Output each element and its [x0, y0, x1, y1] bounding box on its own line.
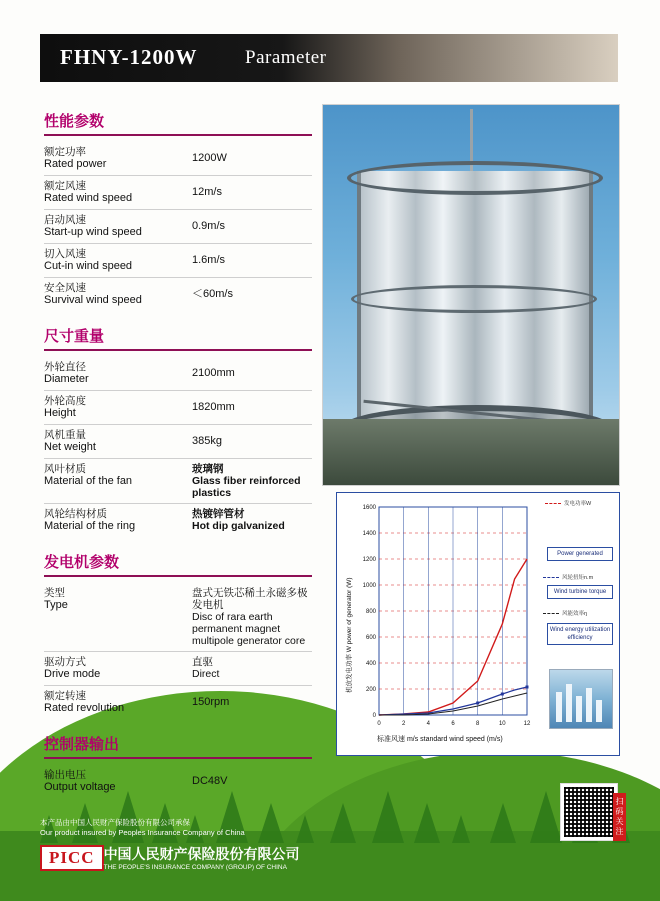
spec-label-en: Rated wind speed — [44, 192, 133, 204]
spec-value-cn: 玻璃钢 — [192, 463, 224, 475]
picc-name-en: THE PEOPLE'S INSURANCE COMPANY (GROUP) OF CHINA — [103, 864, 287, 871]
spec-row — [44, 504, 312, 537]
spec-label-en: Net weight — [44, 441, 96, 453]
spec-label-cn: 额定功率 — [44, 146, 86, 158]
chart-note-efficiency: Wind energy utilization efficiency — [547, 623, 613, 645]
spec-value-cn: 直驱 — [192, 656, 213, 668]
spec-label-en: Cut-in wind speed — [44, 260, 133, 272]
spec-row — [44, 142, 312, 176]
title-bar — [40, 34, 618, 82]
spec-label-cn: 启动风速 — [44, 214, 86, 226]
legend-label: 风能效率ŋ — [562, 611, 588, 617]
legend-item-power — [545, 499, 615, 507]
section-title: 性能参数 — [44, 113, 105, 130]
section-divider — [44, 575, 312, 577]
legend-item-torque — [543, 573, 613, 581]
spec-value-cn: 盘式无铁芯稀土永磁多极发电机 — [192, 587, 308, 611]
picc-mark: PICC — [40, 845, 104, 871]
spec-row — [44, 391, 312, 425]
spec-row — [44, 765, 312, 798]
svg-text:2: 2 — [402, 721, 406, 727]
svg-text:4: 4 — [426, 721, 430, 727]
spec-row — [44, 357, 312, 391]
performance-chart — [336, 492, 620, 756]
picc-name-cn: 中国人民财产保险股份有限公司 — [103, 846, 300, 862]
spec-label-en: Survival wind speed — [44, 294, 142, 306]
spec-value: 150rpm — [192, 696, 230, 708]
spec-label-cn: 风轮结构材质 — [44, 508, 107, 520]
section-performance — [44, 110, 312, 311]
spec-label-cn: 风叶材质 — [44, 463, 86, 475]
insurance-note-en: Our product insured by Peoples Insurance Company of China — [40, 828, 245, 837]
spec-label-cn: 安全风速 — [44, 282, 86, 294]
specification-list — [44, 108, 312, 798]
section-generator — [44, 551, 312, 719]
svg-text:1200: 1200 — [362, 557, 376, 563]
svg-text:800: 800 — [365, 609, 376, 615]
spec-label-en: Rated revolution — [44, 702, 125, 714]
svg-text:10: 10 — [498, 721, 506, 727]
spec-label-en: Start-up wind speed — [44, 226, 142, 238]
spec-label-cn: 风机重量 — [44, 429, 86, 441]
picc-logo — [40, 844, 620, 871]
svg-text:12: 12 — [523, 721, 531, 727]
section-divider — [44, 134, 312, 136]
insurance-note-cn: 本产品由中国人民财产保险股份有限公司承保 — [40, 818, 190, 827]
spec-label-en: Material of the fan — [44, 475, 133, 487]
svg-text:600: 600 — [365, 635, 376, 641]
section-controller — [44, 733, 312, 798]
svg-text:6: 6 — [451, 721, 455, 727]
spec-label-cn: 外轮高度 — [44, 395, 86, 407]
spec-label-en: Output voltage — [44, 781, 116, 793]
spec-value: 0.9m/s — [192, 220, 226, 232]
spec-label-en: Type — [44, 599, 68, 611]
svg-text:1600: 1600 — [362, 505, 376, 511]
spec-value: 12m/s — [192, 186, 222, 198]
legend-item-efficiency — [543, 609, 613, 617]
spec-value-en: Direct — [192, 668, 220, 680]
spec-value: 1200W — [192, 152, 227, 164]
spec-row — [44, 583, 312, 652]
spec-row — [44, 278, 312, 311]
section-title: 控制器输出 — [44, 736, 120, 753]
footer — [40, 818, 620, 871]
spec-value-en: Hot dip galvanized — [192, 520, 285, 532]
spec-row — [44, 459, 312, 504]
spec-value: 385kg — [192, 435, 222, 447]
spec-label-cn: 类型 — [44, 587, 65, 599]
spec-row — [44, 210, 312, 244]
legend-label: 风轮扭矩n.m — [562, 575, 594, 581]
chart-note-power: Power generated — [547, 547, 613, 561]
inset-photo — [549, 669, 613, 729]
spec-label-en: Drive mode — [44, 668, 101, 680]
spec-value: ＜60m/s — [192, 288, 233, 300]
section-divider — [44, 757, 312, 759]
spec-label-en: Diameter — [44, 373, 89, 385]
section-divider — [44, 349, 312, 351]
spec-label-cn: 输出电压 — [44, 769, 86, 781]
spec-row — [44, 425, 312, 459]
chart-legend — [545, 499, 615, 510]
qr-side-tag: 扫码关注 — [613, 793, 626, 841]
svg-text:0: 0 — [372, 713, 376, 719]
section-dimensions — [44, 325, 312, 537]
product-model: FHNY-1200W — [60, 45, 198, 69]
spec-value: 1.6m/s — [192, 254, 226, 266]
legend-label: 发电功率W — [564, 501, 592, 507]
svg-text:200: 200 — [365, 687, 376, 693]
parameter-label: Parameter — [245, 47, 327, 68]
section-title: 尺寸重量 — [44, 328, 105, 345]
spec-row — [44, 686, 312, 719]
spec-label-cn: 额定风速 — [44, 180, 86, 192]
spec-label-en: Height — [44, 407, 76, 419]
spec-value: 2100mm — [192, 367, 235, 379]
spec-value: DC48V — [192, 775, 228, 787]
spec-label-en: Material of the ring — [44, 520, 136, 532]
spec-label-cn: 外轮直径 — [44, 361, 86, 373]
section-title: 发电机参数 — [44, 554, 120, 571]
spec-value-en: Disc of rara earth permanent magnet multipole generator core — [192, 611, 306, 647]
svg-text:1000: 1000 — [362, 583, 376, 589]
svg-text:0: 0 — [377, 721, 381, 727]
chart-x-axis-label: 标准风速 m/s standard wind speed (m/s) — [377, 736, 503, 743]
chart-y-axis-label: 机放发电功率 W power of generator (W) — [346, 577, 353, 693]
svg-text:1400: 1400 — [362, 531, 376, 537]
spec-value-cn: 热镀锌管材 — [192, 508, 245, 520]
spec-value-en: Glass fiber reinforced plastics — [192, 475, 301, 499]
svg-text:400: 400 — [365, 661, 376, 667]
spec-label-cn: 驱动方式 — [44, 656, 86, 668]
spec-label-cn: 切入风速 — [44, 248, 86, 260]
spec-row — [44, 244, 312, 278]
product-photo — [322, 104, 620, 486]
spec-label-cn: 额定转速 — [44, 690, 86, 702]
spec-label-en: Rated power — [44, 158, 107, 170]
spec-value: 1820mm — [192, 401, 235, 413]
spec-row — [44, 652, 312, 686]
spec-row — [44, 176, 312, 210]
svg-text:8: 8 — [476, 721, 480, 727]
chart-note-torque: Wind turbine torque — [547, 585, 613, 599]
